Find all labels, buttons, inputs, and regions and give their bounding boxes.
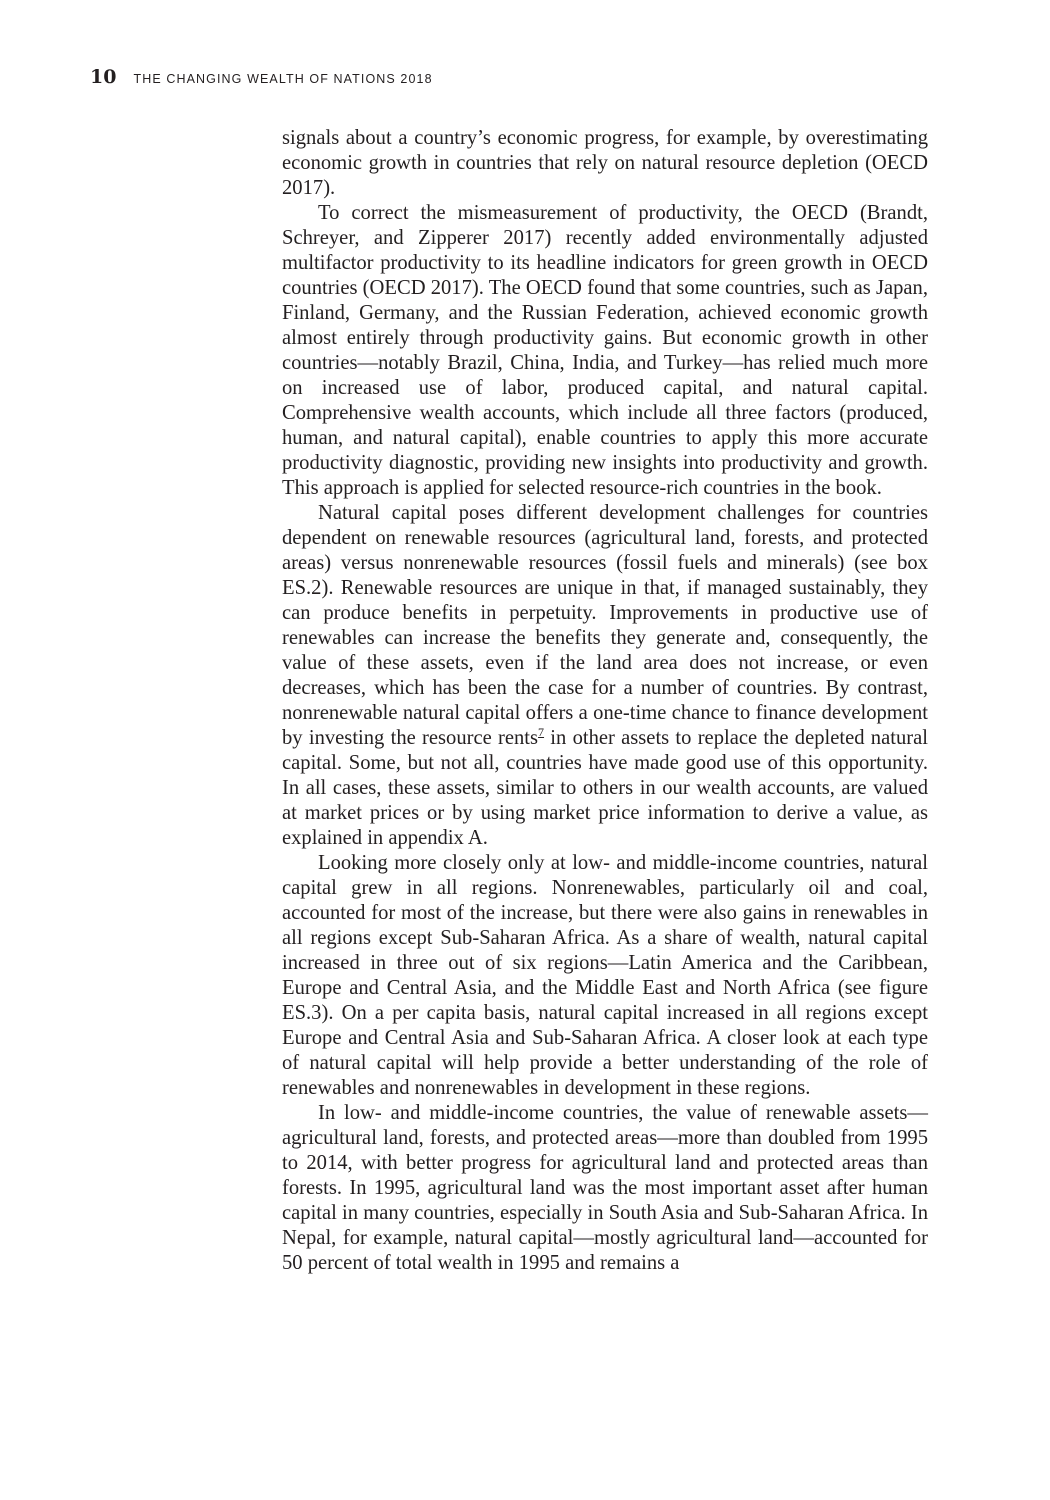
paragraph-3-part-1: Natural capital poses different development challenges for countries dependent on renewable resources (agricultural land, forests, and protected areas) versus nonrenewable resources (fossil fuels and minerals) (see box ES.2). Renewable resources are unique in that, if managed sustainably, they can produce benefits in perpetuity. Improvements in productive use of renewables can increase the benefits they generate and, consequently, the value of these assets, even if the land area does not increase, or even decreases, which has been the case for a number of countries. By contrast, nonrenewable natural capital offers a one-time chance to finance development by investing the resource rents bbox=[282, 502, 928, 749]
paragraph-5: In low- and middle-income countries, the value of renewable assets—agricultural land, forests, and protected areas—more than doubled from 1995 to 2014, with better progress for agricultural land and protected areas than forests. In 1995, agricultural land was the most important asset after human capital in many countries, especially in South Asia and Sub-Saharan Africa. In Nepal, for example, natural capital—mostly agricultural land—accounted for 50 percent of total wealth in 1995 and remains a bbox=[282, 1102, 928, 1274]
endnote-7-link[interactable]: 7 bbox=[538, 725, 545, 740]
paragraph-4: Looking more closely only at low- and middle-income countries, natural capital grew in all regions. Nonrenewables, particularly oil and coal, accounted for most of the increase, but there were also gains in renewables in all regions except Sub-Saharan Africa. As a share of wealth, natural capital increased in three out of six regions—Latin America and the Caribbean, Europe and Central Asia, and the Middle East and North Africa (see figure ES.3). On a per capita basis, natural capital increased in all regions except Europe and Central Asia and Sub-Saharan Africa. A closer look at each type of natural capital will help provide a better understanding of the role of renewables and nonrenewables in development in these regions. bbox=[282, 852, 928, 1099]
page-number: 10 bbox=[90, 66, 117, 88]
paragraph-2: To correct the mismeasurement of productivity, the OECD (Brandt, Schreyer, and Zipperer 2017) recently added environmentally adjusted multifactor productivity to its headline indicators for green growth in OECD countries (OECD 2017). The OECD found that some countries, such as Japan, Finland, Germany, and the Russian Federation, achieved economic growth almost entirely through productivity gains. But economic growth in other countries—notably Brazil, China, India, and Turkey—has relied much more on increased use of labor, produced capital, and natural capital. Comprehensive wealth accounts, which include all three factors (produced, human, and natural capital), enable countries to apply this more accurate productivity diagnostic, providing new insights into productivity and growth. This approach is applied for selected resource-rich countries in the book. bbox=[282, 202, 928, 499]
body-text bbox=[282, 126, 928, 1276]
paragraph-1: signals about a country’s economic progress, for example, by overestimating economic growth in countries that rely on natural resource depletion (OECD 2017). bbox=[282, 127, 928, 199]
paragraph-3-part-2: in other assets to replace the depleted natural capital. Some, but not all, countries have made good use of this opportunity. In all cases, these assets, similar to others in our wealth accounts, are valued at market prices or by using market price information to derive a value, as explained in appendix A. bbox=[282, 727, 928, 849]
book-title: THE CHANGING WEALTH OF NATIONS 2018 bbox=[133, 72, 433, 86]
paragraph-3 bbox=[282, 501, 928, 851]
running-head bbox=[90, 66, 433, 94]
